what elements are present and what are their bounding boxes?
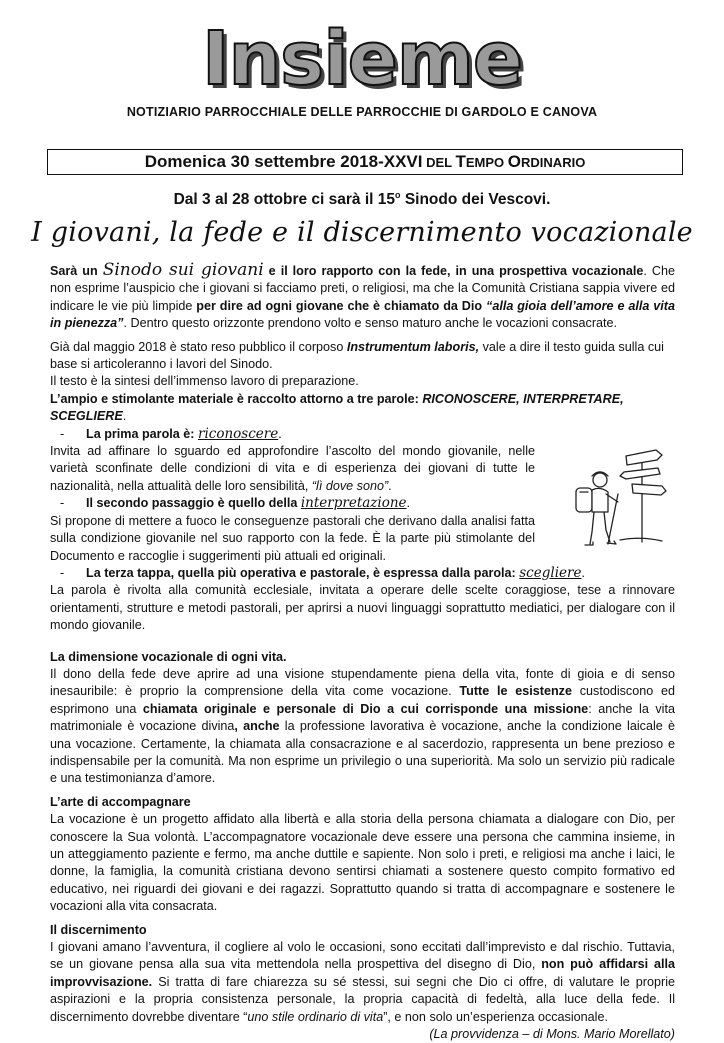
date-sc-2: EMPO xyxy=(465,155,508,170)
intro-p1-b: e il loro rapporto con la fede, in una prospettiva vocazionale xyxy=(263,264,644,278)
step-1-heading xyxy=(50,426,675,443)
voc-b3: , anche xyxy=(234,719,280,734)
date-sc-1: DEL xyxy=(422,155,456,170)
step-3-heading xyxy=(50,565,675,582)
article-title: I giovani, la fede e il discernimento vocazionale xyxy=(31,217,693,248)
date-cap-t: T xyxy=(455,152,466,171)
step-3-lead: La terza tappa, quella più operativa e pastorale, è espressa dalla parola: xyxy=(86,565,520,580)
step-1-lead: La prima parola è: xyxy=(86,426,198,441)
hiker-signpost-icon xyxy=(538,446,668,554)
voc-b2: chiamata originale e personale di Dio a cui corrisponde una missione xyxy=(142,701,589,716)
voc-t2: custodiscono ed esprimono una xyxy=(50,684,676,716)
intro-p2-a: Già dal maggio 2018 è stato reso pubblico il corposo xyxy=(50,339,347,354)
discernimento-heading: Il discernimento xyxy=(50,922,147,937)
article-credit: (La provvidenza – di Mons. Mario Morellato) xyxy=(429,1027,675,1042)
intro-p4-b: RICONOSCERE, INTERPRETARE, SCEGLIERE xyxy=(50,391,624,424)
intro-p4-c: . xyxy=(122,409,127,424)
step-2-word: interpretazione xyxy=(300,495,407,512)
step-1-text-b: “lì dove sono” xyxy=(311,478,389,493)
announcement-post: Sinodo dei Vescovi. xyxy=(400,191,551,209)
date-main: Domenica 30 settembre 2018-XXVI xyxy=(144,152,423,171)
masthead xyxy=(0,16,724,102)
step-1-text xyxy=(50,443,535,495)
announcement-pre: Dal 3 al 28 ottobre ci sarà il 15 xyxy=(173,191,396,209)
voc-b1: Tutte le esistenze xyxy=(459,684,572,699)
intro-p1-d: per dire ad ogni giovane che è chiamato da Dio xyxy=(196,298,487,313)
step-1-text-a: Invita ad affinare lo sguardo ed approfondire l’ascolto del mondo giovanile, nelle varietà sconfinate delle condizioni di vita e di esperienza dei giovani di tutte le nazionalità, nella attualità delle loro sensibilità, xyxy=(50,444,535,493)
date-sc-3: RDINARIO xyxy=(521,155,586,170)
masthead-subtitle: NOTIZIARIO PARROCCHIALE DELLE PARROCCHIE DI GARDOLO E CANOVA xyxy=(126,105,598,119)
masthead-logo: Insieme xyxy=(201,16,523,102)
step-3-text: La parola è rivolta alla comunità ecclesiale, invitata a operare delle scelte coraggiose, tese a rinnovare orientamenti, strutture e metodi pastorali, per aprirsi a nuovi linguaggi soprattutto mediatici, per dialogare con il mondo giovanile. xyxy=(50,583,675,633)
intro-paragraph-2 xyxy=(50,339,675,374)
disc-t1: I giovani amano l’avventura, il cogliere al volo le occasioni, sono eccitati dall’imprevisto e dal rischio. Tuttavia, se un giovane pensa alla sua vita mettendola nella prospettiva del disegno di Dio, xyxy=(50,940,675,972)
voc-t3: : anche la vita matrimoniale è vocazione divina xyxy=(50,701,675,734)
intro-p1-hand: Sinodo sui giovani xyxy=(102,260,264,280)
step-3-end: . xyxy=(581,565,585,580)
accompagnare-heading: L’arte di accompagnare xyxy=(50,794,191,809)
step-1-dash: - xyxy=(60,426,65,441)
accompagnare-text: La vocazione è un progetto affidato alla libertà e alla storia della persona chiamata a dialogare con Dio, per conoscere la Sua volontà. L’accompagnatore vocazionale deve essere una persona che cammina insieme, in un atteggiamento paziente e fermo, ma anche duttile e sapiente. Non solo i preti, e religiosi ma anche i laici, le donne, la famiglia, la comunità cristiana devono sentirsi chiamati a sostenere questo compito formativo ed educativo, nei riguardi dei giovani e dei ragazzi. Soprattutto quando si tratta di accompagnare e sostenere le vocazioni alla vita consacrata. xyxy=(50,812,675,914)
intro-p1-a: Sarà un xyxy=(50,264,103,278)
article-body xyxy=(50,262,675,1043)
synod-announcement xyxy=(0,190,724,209)
date-cap-o: O xyxy=(507,152,522,171)
intro-p1-c: . Che non esprime l’auspicio che i giovani si facciamo preti, o religiosi, ma che la Comunità Cristiana sappia vivere ed indicare le vie più limpide xyxy=(50,264,675,313)
voc-t1: Il dono della fede deve aprire ad una visione stupendamente piena della vita, fonte di gioia e di senso inesauribile: è proprio la comprensione della vita come vocazione. xyxy=(50,666,675,699)
disc-b1: non può affidarsi alla improvvisazione. xyxy=(50,957,675,989)
intro-paragraph-1 xyxy=(50,262,675,333)
announcement-sup: o xyxy=(395,190,401,200)
step-1-text-c: . xyxy=(388,478,392,493)
step-3-word: scegliere xyxy=(519,564,582,581)
vocazionale-heading: La dimensione vocazionale di ogni vita. xyxy=(50,649,287,664)
step-2-lead: Il secondo passaggio è quello della xyxy=(86,496,301,511)
step-2-dash: - xyxy=(60,496,65,511)
intro-p2-c: vale a dire il testo guida sulla cui base si articoleranno i lavori del Sinodo. xyxy=(50,339,664,372)
step-2-text: Si propone di mettere a fuoco le conseguenze pastorali che derivano dalla analisi fatta sulla condizione giovanile nel suo rapporto con la fede. È la parte più stimolante del Documento e raccoglie i suggerimenti più attuali ed originali. xyxy=(50,513,535,563)
intro-paragraph-3: Il testo è la sintesi dell’immenso lavoro di preparazione. xyxy=(50,374,359,389)
disc-t3: ”, e non solo un’esperienza occasionale. xyxy=(383,1009,608,1024)
step-2-end: . xyxy=(406,496,411,511)
discernimento-text xyxy=(50,939,675,1026)
step-3-dash: - xyxy=(60,565,65,580)
disc-t2: Si tratta di fare chiarezza su sé stessi, sui segni che Dio ci offre, di valutare le proprie aspirazioni e la propria consistenza personale, la propria capacità di fedeltà, alla luce della fede. Il discernimento dovrebbe diventare “ xyxy=(50,974,675,1024)
step-1-end: . xyxy=(278,426,282,441)
intro-paragraph-4 xyxy=(50,391,675,426)
voc-t4: la professione lavorativa è vocazione, anche la condizione laicale è una vocazione. Certamente, la chiamata alla consacrazione e al sacerdozio, rappresenta un bene prezioso e indispensabile per la comunità. Ma non esprime un privilegio o una superiorità. Ma solo un servizio più radicale e una testimonianza d’amore. xyxy=(50,719,675,786)
intro-p2-b: Instrumentum laboris, xyxy=(346,339,480,354)
step-1-word: riconoscere xyxy=(197,425,279,442)
disc-i1: uno stile ordinario di vita xyxy=(247,1009,384,1024)
intro-p4-a: L’ampio e stimolante materiale è raccolto attorno a tre parole: xyxy=(50,391,423,406)
intro-p1-e: “alla gioia dell’amore e alla vita in pienezza” xyxy=(50,298,675,331)
date-box xyxy=(47,149,683,175)
intro-p1-f: . Dentro questo orizzonte prendono volto e senso maturo anche le vocazioni consacrate. xyxy=(123,316,618,331)
vocazionale-text xyxy=(50,666,675,788)
